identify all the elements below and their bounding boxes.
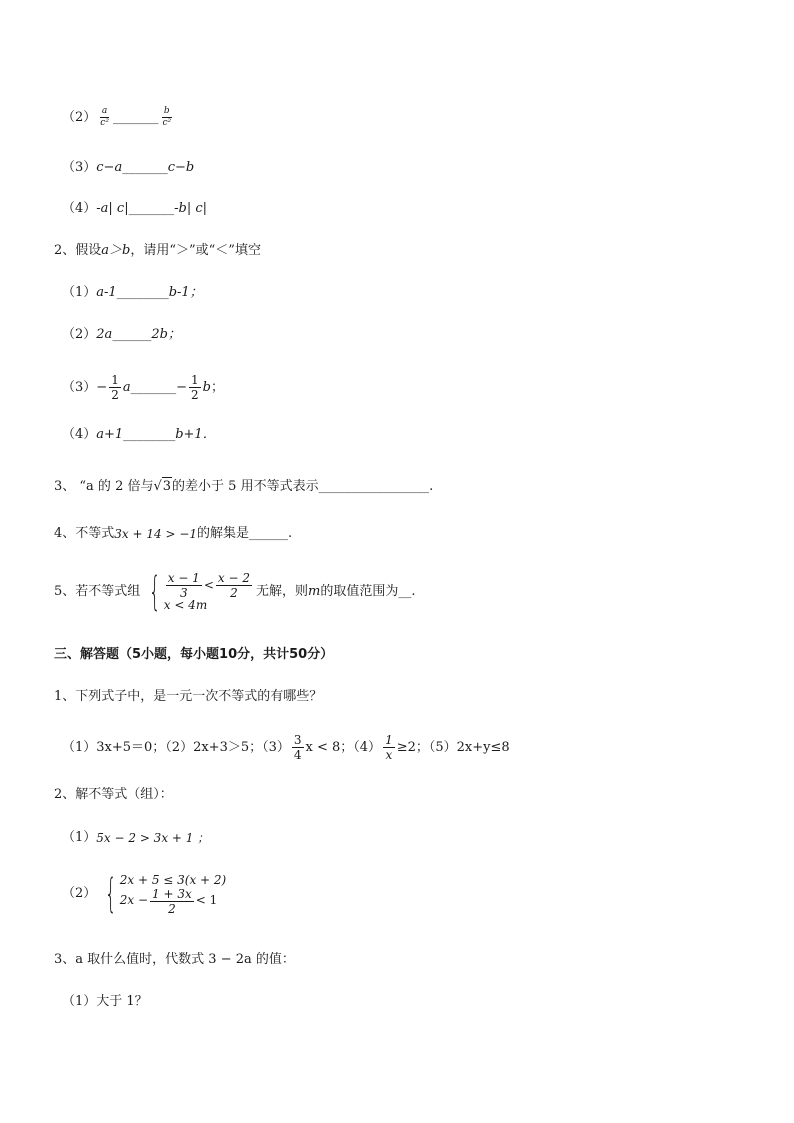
item-text: x < 8；（4） bbox=[305, 739, 382, 755]
answer-blank[interactable]: ______ bbox=[112, 327, 152, 342]
minus-sign: − bbox=[176, 379, 187, 395]
s3-title: 3、a 取什么值时，代数式 3 − 2a 的值： bbox=[54, 952, 295, 967]
answer-blank[interactable]: ________ bbox=[116, 285, 169, 300]
expression-left: -a| c| bbox=[96, 201, 129, 216]
s1-title: 1、下列式子中，是一元一次不等式的有哪些？ bbox=[54, 689, 323, 704]
system-row-2: x < 4m bbox=[163, 598, 208, 612]
part-label: （2） bbox=[62, 109, 97, 125]
variable-a: a bbox=[122, 379, 131, 395]
fraction-denominator: 2 bbox=[191, 388, 199, 402]
punctuation: . bbox=[429, 478, 434, 494]
expression-right: b+1． bbox=[175, 427, 216, 442]
q3 bbox=[54, 477, 433, 496]
part-label: （1） bbox=[62, 830, 97, 845]
question-text: 的差小于 5 用不等式表示 bbox=[172, 478, 319, 494]
answer-blank[interactable]: ________ bbox=[123, 427, 176, 442]
fraction bbox=[150, 888, 194, 915]
fraction bbox=[166, 572, 202, 599]
radicand: 3 bbox=[162, 479, 172, 494]
q1-part-2 bbox=[62, 107, 175, 128]
fraction-denominator: 4 bbox=[293, 748, 302, 762]
expression-left: a+1 bbox=[96, 427, 124, 442]
question-text: 5、若不等式组 bbox=[54, 584, 141, 600]
punctuation: . bbox=[411, 584, 416, 600]
item-text: （1）3x+5＝0；（2）2x+3＞5；（3） bbox=[62, 739, 290, 755]
inequality-expression: 5x − 2 > 3x + 1 ； bbox=[96, 831, 210, 845]
expression-left: 2x − bbox=[119, 893, 149, 908]
s2-part-2 bbox=[62, 871, 228, 918]
fraction-numerator: b bbox=[163, 106, 170, 116]
question-text: 的取值范围为 bbox=[320, 584, 399, 600]
left-brace: { bbox=[149, 569, 161, 616]
system-row-1: 2x + 5 ≤ 3(x + 2) bbox=[119, 873, 227, 887]
part-label: （4） bbox=[62, 201, 97, 216]
answer-blank[interactable]: _______ bbox=[130, 379, 177, 395]
fraction-one-half bbox=[109, 374, 121, 401]
q2-part-3 bbox=[62, 374, 224, 401]
answer-blank[interactable]: _________________ bbox=[318, 478, 430, 494]
part-label: （4） bbox=[62, 427, 97, 442]
answer-blank[interactable]: ______ bbox=[249, 526, 289, 541]
sqrt-three: √ 3 bbox=[153, 478, 172, 494]
expression-left: a-1 bbox=[96, 285, 117, 300]
variable-b: b bbox=[202, 379, 211, 395]
expression-right: -b| c| bbox=[174, 201, 207, 216]
punctuation: ； bbox=[210, 379, 224, 395]
expression-right: < 1 bbox=[195, 893, 218, 908]
part-label: （3） bbox=[62, 160, 97, 175]
system-rows bbox=[120, 874, 227, 915]
fraction-one-over-x bbox=[383, 734, 395, 761]
fraction-one-half bbox=[189, 374, 201, 401]
q5 bbox=[54, 569, 416, 616]
part-label: （2） bbox=[62, 327, 97, 342]
fraction-numerator: 3 bbox=[293, 733, 302, 747]
fraction-denominator: 2 bbox=[168, 901, 176, 916]
fraction-b-over-c2 bbox=[160, 107, 173, 128]
answer-blank[interactable]: _______ bbox=[122, 160, 168, 175]
part-label: （1） bbox=[62, 285, 97, 300]
fraction bbox=[216, 572, 252, 599]
fraction-three-quarters bbox=[292, 734, 304, 761]
expression-right: c−b bbox=[167, 160, 195, 175]
fraction-numerator: a bbox=[101, 106, 108, 116]
fraction-numerator: 1 bbox=[111, 373, 119, 387]
inequality-system bbox=[142, 569, 254, 616]
question-text: 4、不等式 bbox=[54, 526, 115, 541]
q2-title bbox=[54, 242, 261, 260]
q4 bbox=[54, 525, 292, 543]
punctuation: . bbox=[288, 526, 293, 541]
answer-blank[interactable]: __ bbox=[398, 584, 412, 600]
variable-m: m bbox=[308, 584, 321, 600]
fraction-numerator: 1 bbox=[191, 373, 199, 387]
question-text: 无解，则 bbox=[255, 584, 308, 600]
minus-sign: − bbox=[96, 379, 108, 395]
q2-part-4 bbox=[62, 426, 216, 444]
system-row-2 bbox=[120, 888, 227, 915]
left-brace: { bbox=[105, 871, 117, 918]
fraction-denominator: c² bbox=[162, 118, 172, 128]
fraction-a-over-c2 bbox=[98, 107, 111, 128]
q2-part-2 bbox=[62, 326, 181, 344]
inequality-expression: 3x + 14 > −1 bbox=[114, 527, 198, 541]
answer-blank[interactable]: _______ bbox=[128, 201, 175, 216]
fraction-numerator: x − 2 bbox=[217, 571, 250, 585]
item-text: ≥2；（5）2x+y≤8 bbox=[396, 739, 510, 755]
q1-part-4 bbox=[62, 200, 207, 218]
inequality-system bbox=[98, 871, 227, 918]
fraction-denominator: 2 bbox=[111, 388, 119, 402]
fraction-numerator: x − 1 bbox=[167, 571, 200, 585]
fraction-denominator: 3 bbox=[179, 586, 188, 600]
part-label: （2） bbox=[62, 886, 97, 902]
question-text: 2、假设 bbox=[54, 243, 102, 258]
question-text: 3、 “a 的 2 倍与 bbox=[54, 478, 154, 494]
q1-part-3 bbox=[62, 159, 194, 177]
part-label: （3） bbox=[62, 379, 97, 395]
s1-items bbox=[62, 734, 510, 761]
fraction-denominator: 2 bbox=[230, 586, 238, 600]
expression-right: b-1； bbox=[168, 285, 203, 300]
expression-right: 2b； bbox=[151, 327, 181, 342]
s2-part-1 bbox=[62, 829, 209, 847]
expression-left: 2a bbox=[96, 327, 113, 342]
s2-title: 2、解不等式（组）： bbox=[54, 787, 173, 802]
question-text: 的解集是 bbox=[197, 526, 250, 541]
fraction-denominator: x bbox=[385, 748, 393, 762]
fraction-numerator: 1 + 3x bbox=[152, 886, 192, 901]
condition: a＞b bbox=[101, 243, 131, 258]
expression-left: c−a bbox=[96, 160, 123, 175]
fraction-denominator: c² bbox=[100, 118, 109, 128]
section-heading: 三、解答题（5小题，每小题10分，共计50分） bbox=[54, 647, 334, 662]
fraction-numerator: 1 bbox=[385, 733, 393, 747]
s3-part-1: （1）大于 1？ bbox=[62, 994, 148, 1009]
q2-part-1 bbox=[62, 284, 203, 302]
operator: < bbox=[203, 577, 214, 592]
system-row-1 bbox=[164, 572, 254, 599]
system-rows bbox=[164, 572, 254, 613]
answer-blank[interactable]: _______ bbox=[112, 109, 159, 125]
question-text: ，请用“＞”或“＜”填空 bbox=[130, 243, 261, 258]
